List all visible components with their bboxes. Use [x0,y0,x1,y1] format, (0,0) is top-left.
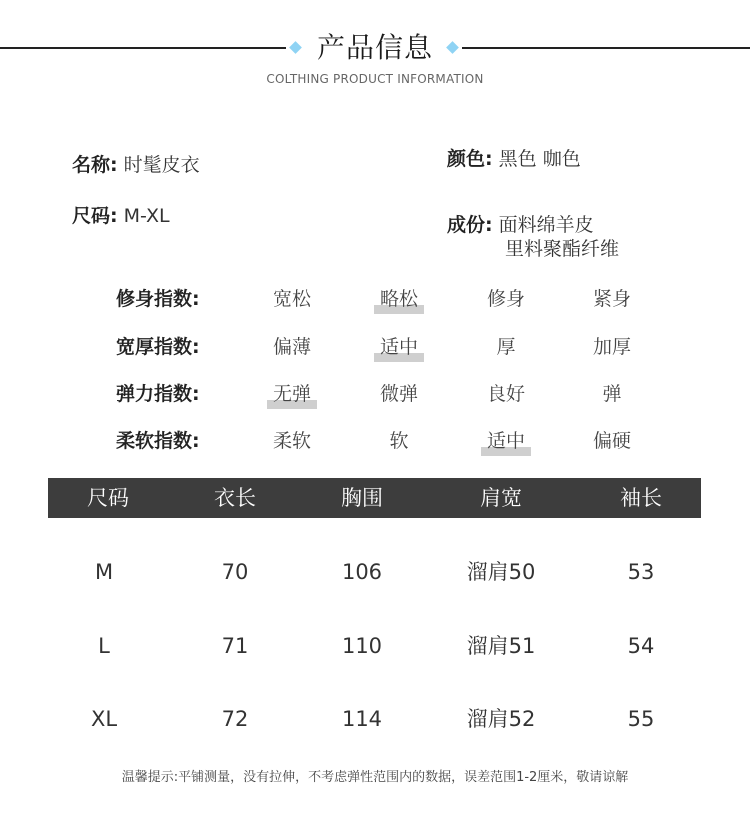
info-material-label: 成份: [447,214,493,236]
table-cell: 54 [627,634,655,658]
info-material [447,213,619,261]
selection-highlight [374,287,424,311]
table-cell: L [98,634,110,658]
index-option [572,335,652,359]
table-header-shoulder: 肩宽 [480,486,522,510]
table-cell: 55 [627,707,655,731]
index-option-text: 适中 [486,430,525,452]
section-title: 产品信息 [316,31,433,64]
table-cell: 70 [221,560,249,584]
index-option [252,287,332,311]
index-option-text: 厚 [496,336,516,358]
selection-highlight [374,335,424,359]
info-name-value: 时髦皮衣 [123,154,200,176]
info-size-value: M-XL [123,205,170,227]
index-option-text: 略松 [379,288,418,310]
index-option-selected [359,287,439,311]
info-color-value: 黑色 咖色 [498,148,581,170]
table-header-size: 尺码 [87,486,129,510]
index-option [572,429,652,453]
index-option-text: 适中 [379,336,418,358]
table-cell: 溜肩50 [466,560,536,584]
table-cell: M [94,560,114,584]
index-option-text: 软 [389,430,409,452]
info-material-value-1: 面料绵羊皮 [498,214,594,236]
index-option-text: 修身 [486,288,525,310]
table-cell: 53 [627,560,655,584]
info-size [72,204,170,228]
table-cell: 72 [221,707,249,731]
index-option-text: 微弹 [379,383,418,405]
index-option [572,287,652,311]
index-option-text: 宽松 [272,288,311,310]
measurement-note: 温馨提示:平铺测量，没有拉伸，不考虑弹性范围内的数据，误差范围1-2厘米，敬请谅解 [121,770,629,785]
header-line-right [462,47,750,49]
table-cell: 110 [341,634,383,658]
table-cell: 114 [341,707,383,731]
index-option-text: 良好 [486,383,525,405]
table-cell: XL [90,707,118,731]
table-header-sleeve: 袖长 [620,486,662,510]
info-name-label: 名称: [72,154,118,176]
size-table-header [48,478,701,518]
index-label: 修身指数: [116,288,200,310]
index-option-text: 加厚 [592,336,631,358]
index-option-text: 紧身 [592,288,631,310]
table-cell: 106 [341,560,383,584]
index-option [466,382,546,406]
table-cell: 溜肩51 [466,634,536,658]
index-option [466,287,546,311]
index-option [572,382,652,406]
index-option-text: 偏薄 [272,336,311,358]
index-option [359,382,439,406]
info-color-label: 颜色: [447,148,493,170]
info-size-label: 尺码: [72,205,118,227]
index-label: 宽厚指数: [116,336,200,358]
table-cell: 71 [221,634,249,658]
selection-highlight [267,382,317,406]
index-option [252,429,332,453]
index-option-selected [252,382,332,406]
info-material-value-2: 里料聚酯纤维 [505,238,620,260]
info-name [72,153,200,177]
index-option-selected [359,335,439,359]
index-option-text: 弹 [602,383,622,405]
index-option [359,429,439,453]
info-color [447,147,581,171]
index-option-text: 无弹 [272,383,311,405]
section-subtitle: COLTHING PRODUCT INFORMATION [266,72,484,86]
index-option [252,335,332,359]
table-header-chest: 胸围 [341,486,383,510]
table-header-length: 衣长 [214,486,256,510]
index-label: 柔软指数: [116,430,200,452]
index-option-text: 柔软 [272,430,311,452]
index-option [466,335,546,359]
index-option-text: 偏硬 [592,430,631,452]
selection-highlight [481,429,531,453]
index-label: 弹力指数: [116,383,200,405]
table-cell: 溜肩52 [466,707,536,731]
index-option-selected [466,429,546,453]
